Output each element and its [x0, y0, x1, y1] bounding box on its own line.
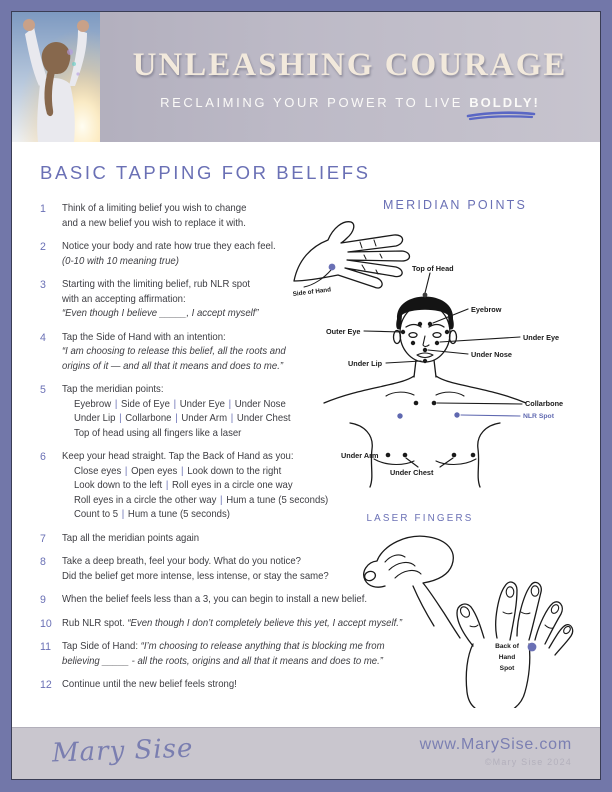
step-segment: Collarbone — [125, 413, 172, 424]
step-text — [62, 240, 276, 269]
step-segment: Take a deep breath, feel your body. What do you notice? — [62, 556, 301, 567]
label-under-arm: Under Arm — [341, 451, 379, 460]
step-text — [62, 617, 402, 632]
step-segment: Hum a tune (5 seconds) — [226, 494, 329, 506]
step-segment: “Even though I believe _____, I accept myself” — [62, 308, 259, 319]
step-subline — [62, 427, 291, 442]
step-line — [62, 532, 199, 547]
step-item — [40, 617, 403, 632]
step-segment: Open eyes — [131, 465, 178, 477]
subtitle-prefix: RECLAIMING YOUR POWER TO LIVE — [160, 94, 464, 110]
step-text — [62, 383, 291, 441]
label-under-eye: Under Eye — [523, 333, 560, 342]
step-line — [62, 293, 259, 308]
page-subtitle — [160, 95, 540, 110]
step-segment: Count to 5 — [73, 509, 119, 520]
step-number: 5 — [40, 384, 46, 396]
label-back-of-hand-3: Spot — [499, 665, 515, 672]
step-subline — [62, 412, 291, 427]
label-outer-eye: Outer Eye — [326, 327, 361, 336]
step-number: 10 — [40, 617, 52, 630]
step-segment: Eyebrow — [73, 398, 112, 410]
step-number: 9 — [40, 594, 46, 606]
step-segment: “I’m choosing to release anything that is blocking me from — [140, 641, 385, 652]
step-number: 1 — [40, 203, 46, 215]
pipe-separator: | — [121, 509, 125, 520]
step-segment: Starting with the limiting belief, rub NLR spot — [62, 279, 251, 290]
step-segment: Look down to the left — [73, 480, 163, 491]
step-segment: Under Arm — [181, 413, 228, 424]
step-line — [62, 678, 237, 693]
step-segment: Top of head using all fingers like a laser — [73, 427, 242, 439]
step-segment: (0-10 with 10 meaning true) — [62, 255, 179, 267]
step-text — [62, 450, 328, 523]
header-titles — [100, 12, 600, 142]
step-number: 3 — [40, 279, 46, 291]
pipe-separator: | — [119, 413, 122, 424]
step-segment: believing _____ - all the roots, origins and all that it means and does to me.” — [62, 655, 383, 667]
website-link[interactable]: www.MarySise.com — [419, 736, 572, 753]
step-segment: Did the belief get more intense, less intense, or stay the same? — [62, 570, 329, 582]
side-of-hand-dot — [329, 264, 336, 271]
step-line — [62, 307, 259, 322]
step-line — [62, 278, 259, 293]
step-segment: Under Eye — [179, 398, 225, 410]
laser-fingers-diagram — [355, 528, 600, 708]
step-line — [62, 360, 286, 375]
step-line — [62, 345, 286, 360]
step-number: 4 — [40, 331, 46, 344]
step-segment: Tap Side of Hand: — [62, 641, 141, 652]
back-of-hand-dot — [528, 643, 537, 652]
label-back-of-hand-2: Hand — [498, 654, 516, 661]
label-under-chest: Under Chest — [390, 468, 434, 477]
step-segment: Think of a limiting belief you wish to change — [62, 203, 247, 214]
meridian-heading: MERIDIAN POINTS — [382, 198, 528, 212]
step-line — [62, 255, 276, 270]
step-line — [62, 217, 246, 232]
step-segment: Tap the meridian points: — [62, 384, 164, 395]
step-segment: Hum a tune (5 seconds) — [127, 509, 230, 520]
step-line — [62, 640, 385, 655]
step-number: 2 — [40, 241, 46, 253]
step-segment: Notice your body and rate how true they each feel. — [62, 241, 276, 252]
step-text — [62, 331, 286, 375]
step-item — [40, 532, 385, 547]
copyright-text: ©Mary Sise 2024 — [484, 757, 572, 767]
step-segment: Under Chest — [236, 413, 291, 424]
step-subline — [62, 494, 328, 509]
logo-signature: Mary Sise — [51, 733, 194, 769]
step-segment: “I am choosing to release this belief, all the roots and — [62, 346, 286, 357]
step-segment: Close eyes — [73, 465, 122, 477]
step-text — [62, 593, 367, 608]
header-band — [12, 12, 600, 142]
step-number: 8 — [40, 556, 46, 568]
label-back-of-hand-1: Back of — [495, 643, 519, 650]
step-segment: origins of it — and all that it means and does to me.” — [62, 360, 284, 372]
step-line — [62, 383, 291, 398]
step-text — [62, 278, 259, 322]
step-segment: When the belief feels less than a 3, you can begin to install a new belief. — [62, 594, 368, 605]
pipe-separator: | — [165, 480, 169, 491]
step-text — [62, 555, 329, 584]
pipe-separator: | — [230, 413, 234, 424]
step-segment: Look down to the right — [187, 465, 282, 477]
label-side-of-hand: Side of Hand — [292, 286, 332, 298]
step-text — [62, 640, 385, 669]
step-segment: “Even though I don’t completely believe this yet, I accept myself.” — [127, 617, 403, 629]
pipe-separator: | — [220, 494, 223, 506]
step-segment: and a new belief you wish to replace it with. — [62, 217, 246, 229]
step-item — [40, 640, 385, 669]
pipe-separator: | — [124, 465, 128, 477]
step-line — [62, 202, 246, 217]
step-segment: Under Lip — [73, 413, 116, 424]
footer — [12, 727, 600, 779]
scribble-underline-icon — [466, 111, 536, 121]
label-under-lip: Under Lip — [348, 359, 383, 368]
pipe-separator: | — [114, 398, 118, 410]
step-subline — [62, 479, 328, 494]
step-number: 11 — [40, 641, 51, 653]
step-segment: Tap the Side of Hand with an intention: — [62, 331, 226, 343]
step-item — [40, 555, 385, 584]
section-heading: BASIC TAPPING FOR BELIEFS — [40, 162, 371, 183]
meridian-diagram — [290, 215, 600, 505]
step-segment: Tap all the meridian points again — [62, 532, 200, 544]
label-under-nose: Under Nose — [471, 350, 512, 359]
pipe-separator: | — [228, 398, 232, 410]
footer-right — [420, 736, 572, 767]
step-number: 6 — [40, 451, 46, 463]
step-segment: Continue until the new belief feels strong! — [62, 679, 237, 690]
step-text — [62, 678, 237, 693]
step-segment: Keep your head straight. Tap the Back of Hand as you: — [62, 451, 294, 462]
step-segment: Side of Eye — [121, 398, 170, 410]
step-line — [62, 617, 402, 632]
step-segment: Under Nose — [234, 398, 286, 410]
step-item — [40, 593, 385, 608]
step-subline — [62, 465, 328, 480]
label-nlr-spot: NLR Spot — [523, 413, 554, 420]
step-segment: Roll eyes in a circle one way — [172, 480, 293, 491]
step-number: 7 — [40, 532, 46, 545]
step-text — [62, 202, 246, 231]
hero-photo-illustration — [12, 12, 100, 142]
step-segment: Roll eyes in a circle the other way — [73, 494, 217, 506]
pipe-separator: | — [181, 465, 184, 477]
step-text — [62, 532, 199, 547]
step-line — [62, 331, 286, 346]
step-subline — [62, 508, 328, 523]
label-top-of-head: Top of Head — [412, 264, 454, 273]
step-segment: Rub NLR spot. — [62, 617, 128, 629]
pipe-separator: | — [175, 413, 178, 424]
step-number: 12 — [40, 679, 52, 691]
pipe-separator: | — [173, 398, 177, 410]
step-item — [40, 678, 385, 693]
label-eyebrow: Eyebrow — [471, 305, 502, 314]
sheet — [12, 12, 600, 779]
label-collarbone: Collarbone — [525, 399, 564, 408]
step-line — [62, 593, 367, 608]
hero-photo — [12, 12, 100, 142]
step-subline — [62, 398, 291, 413]
step-line — [62, 450, 328, 465]
step-line — [62, 655, 385, 670]
step-line — [62, 240, 276, 255]
page-title: UNLEASHING COURAGE — [132, 46, 568, 83]
laser-heading: LASER FINGERS — [366, 513, 474, 524]
step-line — [62, 570, 329, 585]
step-segment: with an accepting affirmation: — [62, 293, 186, 305]
step-line — [62, 555, 329, 570]
subtitle-emphasis: BOLDLY! — [469, 95, 540, 110]
